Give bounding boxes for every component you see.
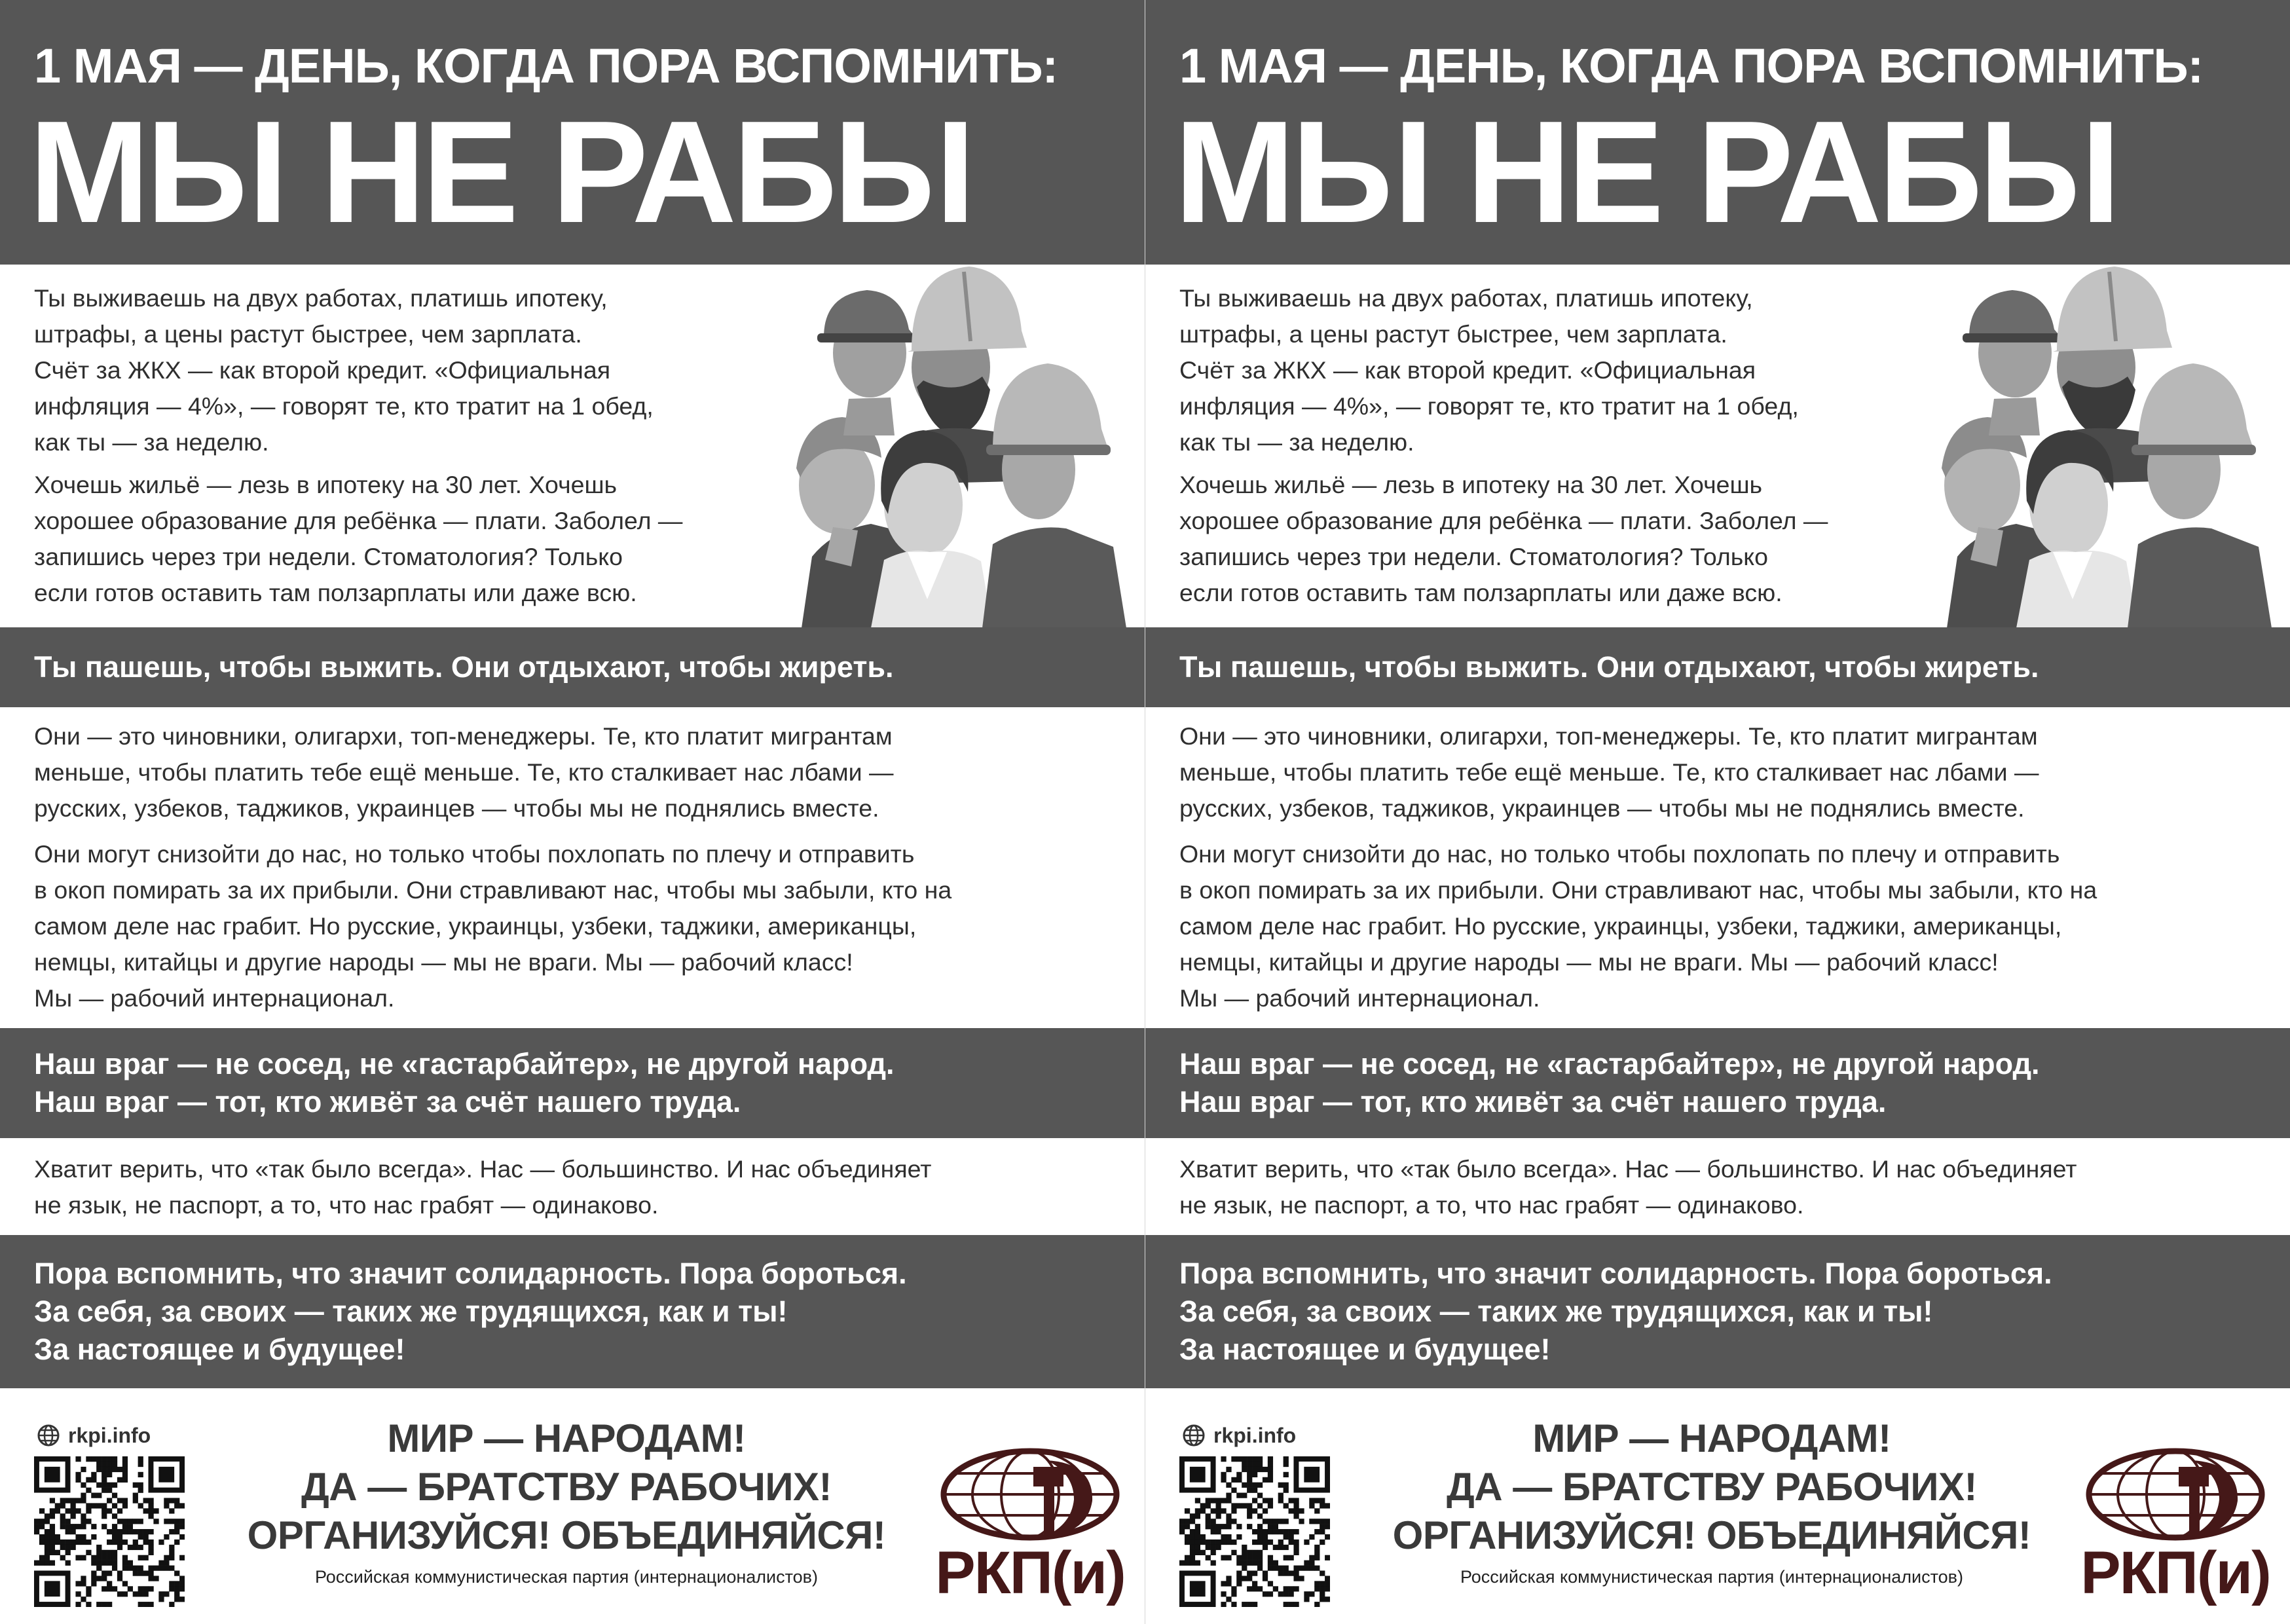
unity-paragraph [34,1151,931,1223]
text-line: Хочешь жильё — лезь в ипотеку на 30 лет. Хочешь [1179,471,1763,498]
text-line: если готов оставить там ползарплаты или даже всю. [1179,579,1782,606]
slogan-line: ДА — БРАТСТВУ РАБОЧИХ! [301,1465,832,1509]
header-headline: МЫ НЕ РАБЫ [29,91,972,253]
worker-figure-5 [2128,363,2272,628]
site-link[interactable] [1182,1422,1296,1449]
text-line: Хочешь жильё — лезь в ипотеку на 30 лет. Хочешь [34,471,618,498]
text-line: в окоп помирать за их прибыли. Они стравливают нас, чтобы мы забыли, кто на [34,876,952,904]
callout-line: Наш враг — тот, кто живёт за счёт нашего труда. [1179,1085,1887,1118]
header-kicker: 1 МАЯ — ДЕНЬ, КОГДА ПОРА ВСПОМНИТЬ: [34,39,1058,93]
site-link[interactable] [37,1422,151,1449]
text-line: Счёт за ЖКХ — как второй кредит. «Официальная [1179,356,1756,384]
text-line: Хватит верить, что «так было всегда». Нас — большинство. И нас объединяет [1179,1155,2077,1183]
text-line: Мы — рабочий интернационал. [34,984,395,1012]
slogan-line: МИР — НАРОДАМ! [387,1416,746,1460]
text-line: хорошее образование для ребёнка — плати. Заболел — [34,507,683,534]
globe-hammer-sickle-logo [935,1447,1125,1542]
text-line: Ты выживаешь на двух работах, платишь ипотеку, [34,284,608,312]
globe-icon [37,1424,60,1447]
party-abbreviation: РКП(и) [935,1540,1125,1606]
callout-line: Наш враг — не сосед, не «гастарбайтер», не другой народ. [34,1047,895,1080]
text-line: не язык, не паспорт, а то, что нас грабят — одинаково. [34,1191,659,1219]
costs-paragraph [34,467,682,611]
callout-text-1 [34,648,894,686]
text-line: штрафы, а цены растут быстрее, чем зарплата. [34,320,582,348]
footer [0,1388,1145,1624]
site-url: rkpi.info [68,1423,151,1447]
callout-line: За себя, за своих — таких же трудящихся, как и ты! [34,1295,788,1328]
text-line: Они — это чиновники, олигархи, топ-менеджеры. Те, кто платит мигрантам [1179,722,2038,750]
site-url: rkpi.info [1213,1423,1297,1447]
callout-line: За себя, за своих — таких же трудящихся, как и ты! [1179,1295,1933,1328]
text-line: Мы — рабочий интернационал. [1179,984,1540,1012]
header-headline: МЫ НЕ РАБЫ [1174,91,2117,253]
callout-line: За настоящее и будущее! [1179,1333,1551,1366]
party-full-name: Российская коммунистическая партия (интернационалистов) [314,1567,819,1587]
text-line: как ты — за неделю. [34,428,269,456]
callout-band-3 [1145,1235,2290,1388]
text-line: немцы, китайцы и другие народы — мы не враги. Мы — рабочий класс! [34,948,853,976]
leaflet-right [1145,0,2290,1624]
callout-band-1 [0,627,1145,707]
text-line: меньше, чтобы платить тебе ещё меньше. Те, кто сталкивает нас лбами — [1179,758,2039,786]
footer [1145,1388,2290,1624]
intro-paragraph [34,280,654,460]
qr-code[interactable] [34,1456,185,1607]
intro-paragraph [1179,280,1799,460]
text-line: если готов оставить там ползарплаты или даже всю. [34,579,637,606]
slogan-block [1355,1414,2069,1590]
text-line: Ты выживаешь на двух работах, платишь ипотеку, [1179,284,1753,312]
header-kicker: 1 МАЯ — ДЕНЬ, КОГДА ПОРА ВСПОМНИТЬ: [1179,39,2204,93]
worker-figure-5 [982,363,1126,628]
text-line: запишись через три недели. Стоматология? Только [1179,543,1768,570]
callout-text-2 [1179,1045,2040,1121]
callout-band-2 [1145,1028,2290,1138]
callout-text-3 [34,1255,907,1369]
text-line: русских, узбеков, таджиков, украинцев — чтобы мы не поднялись вместе. [34,794,879,822]
slogan-block [210,1414,923,1590]
text-line: штрафы, а цены растут быстрее, чем зарплата. [1179,320,1727,348]
unity-paragraph [1179,1151,2077,1223]
text-line: не язык, не паспорт, а то, что нас грабят — одинаково. [1179,1191,1804,1219]
globe-hammer-sickle-logo [2080,1447,2270,1542]
text-line: Они — это чиновники, олигархи, топ-менеджеры. Те, кто платит мигрантам [34,722,893,750]
callout-line: Ты пашешь, чтобы выжить. Они отдыхают, чтобы жиреть. [1179,650,2039,684]
callout-band-2 [0,1028,1145,1138]
text-line: запишись через три недели. Стоматология? Только [34,543,623,570]
callout-text-2 [34,1045,895,1121]
slogan-line: МИР — НАРОДАМ! [1532,1416,1891,1460]
callout-line: Наш враг — тот, кто живёт за счёт нашего труда. [34,1085,741,1118]
callout-text-3 [1179,1255,2052,1369]
text-line: как ты — за неделю. [1179,428,1414,456]
text-line: в окоп помирать за их прибыли. Они стравливают нас, чтобы мы забыли, кто на [1179,876,2097,904]
text-line: инфляция — 4%», — говорят те, кто тратит на 1 обед, [34,392,654,420]
callout-line: Наш враг — не сосед, не «гастарбайтер», не другой народ. [1179,1047,2040,1080]
globe-icon [1182,1424,1206,1447]
callout-band-3 [0,1235,1145,1388]
costs-paragraph [1179,467,1828,611]
text-line: немцы, китайцы и другие народы — мы не враги. Мы — рабочий класс! [1179,948,1999,976]
worker-figure-2 [817,290,917,435]
war-paragraph [34,836,951,1016]
war-paragraph [1179,836,2097,1016]
text-line: инфляция — 4%», — говорят те, кто тратит на 1 обед, [1179,392,1799,420]
workers-illustration [760,259,1145,628]
text-line: самом деле нас грабит. Но русские, украинцы, узбеки, таджики, американцы, [34,912,917,940]
callout-line: Пора вспомнить, что значит солидарность. Пора бороться. [1179,1257,2052,1290]
text-line: самом деле нас грабит. Но русские, украинцы, узбеки, таджики, американцы, [1179,912,2062,940]
slogan-line: ДА — БРАТСТВУ РАБОЧИХ! [1447,1465,1977,1509]
callout-band-1 [1145,627,2290,707]
header-band [1145,0,2290,265]
who-paragraph [34,718,894,826]
workers-illustration [1905,259,2290,628]
slogan-line: ОРГАНИЗУЙСЯ! ОБЪЕДИНЯЙСЯ! [1392,1513,2031,1557]
text-line: Хватит верить, что «так было всегда». Нас — большинство. И нас объединяет [34,1155,932,1183]
text-line: Они могут снизойти до нас, но только чтобы похлопать по плечу и отправить [1179,840,2060,868]
text-line: Счёт за ЖКХ — как второй кредит. «Официальная [34,356,611,384]
text-line: русских, узбеков, таджиков, украинцев — чтобы мы не поднялись вместе. [1179,794,2025,822]
who-paragraph [1179,718,2039,826]
text-line: хорошее образование для ребёнка — плати. Заболел — [1179,507,1828,534]
callout-line: Ты пашешь, чтобы выжить. Они отдыхают, чтобы жиреть. [34,650,894,684]
party-abbreviation: РКП(и) [2080,1540,2270,1606]
callout-line: За настоящее и будущее! [34,1333,405,1366]
text-line: Они могут снизойти до нас, но только чтобы похлопать по плечу и отправить [34,840,915,868]
worker-figure-2 [1963,290,2062,435]
callout-line: Пора вспомнить, что значит солидарность. Пора бороться. [34,1257,907,1290]
party-full-name: Российская коммунистическая партия (интернационалистов) [1460,1567,1964,1587]
qr-code[interactable] [1179,1456,1330,1607]
callout-text-1 [1179,648,2039,686]
header-band [0,0,1145,265]
text-line: меньше, чтобы платить тебе ещё меньше. Те, кто сталкивает нас лбами — [34,758,894,786]
slogan-line: ОРГАНИЗУЙСЯ! ОБЪЕДИНЯЙСЯ! [247,1513,886,1557]
